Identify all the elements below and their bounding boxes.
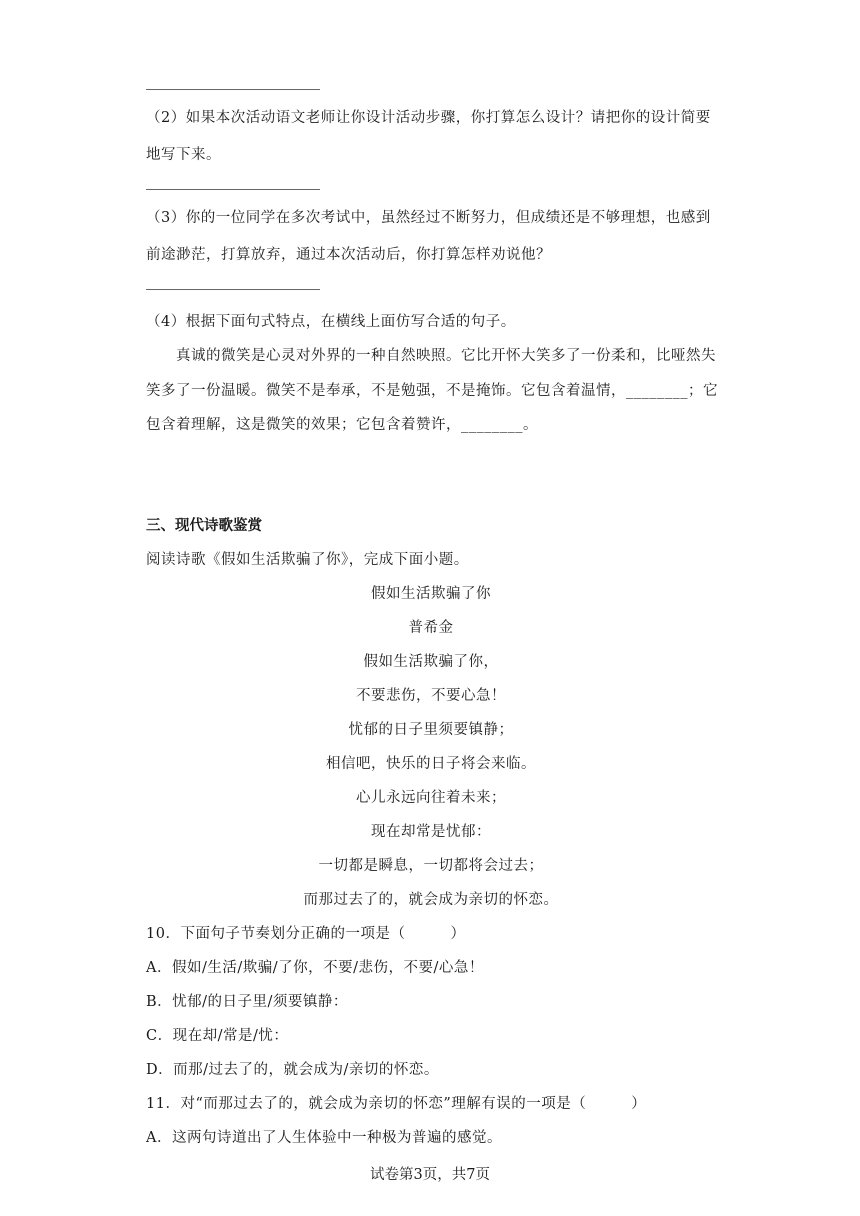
q4-line-1: （4）根据下面句式特点，在横线上面仿写合适的句子。 bbox=[146, 314, 516, 330]
poem-line: 而那过去了的，就会成为亲切的怀恋。 bbox=[303, 892, 559, 908]
poem-line: 忧郁的日子里须要镇静； bbox=[348, 722, 514, 738]
poem-title: 假如生活欺骗了你 bbox=[371, 586, 491, 602]
q11-stem: 11．对“而那过去了的，就会成为亲切的怀恋”理解有误的一项是（ ） bbox=[146, 1096, 647, 1112]
q10-option-d: D．而那/过去了的，就会成为/亲切的怀恋。 bbox=[146, 1062, 439, 1078]
poem-author: 普希金 bbox=[408, 620, 454, 636]
answer-blank-line-3 bbox=[146, 289, 320, 290]
q10-option-c: C．现在却/常是/忧： bbox=[146, 1028, 289, 1044]
poem-line: 相信吧，快乐的日子将会来临。 bbox=[326, 756, 536, 772]
q10-stem: 10．下面句子节奏划分正确的一项是（ ） bbox=[146, 926, 466, 942]
poem-line: 心儿永远向往着未来； bbox=[356, 790, 506, 806]
section-intro: 阅读诗歌《假如生活欺骗了你》，完成下面小题。 bbox=[146, 552, 469, 568]
q4-paragraph-line-2: 笑多了一份温暖。微笑不是奉承，不是勉强，不是掩饰。它包含着温情，________；它 bbox=[146, 383, 718, 399]
q2-line-1: （2）如果本次活动语文老师让你设计活动步骤，你打算怎么设计？请把你的设计简要 bbox=[146, 110, 711, 126]
section-heading: 三、现代诗歌鉴赏 bbox=[146, 518, 262, 534]
q4-paragraph-line-3: 包含着理解，这是微笑的效果；它包含着赞许，________。 bbox=[146, 417, 538, 433]
poem-line: 假如生活欺骗了你， bbox=[363, 654, 499, 670]
poem-line: 现在却常是忧郁： bbox=[371, 824, 491, 840]
answer-blank-line-1 bbox=[146, 89, 320, 90]
q10-option-b: B．忧郁/的日子里/须要镇静： bbox=[146, 994, 348, 1010]
poem-line: 一切都是瞬息，一切都将会过去； bbox=[318, 858, 544, 874]
q3-line-2: 前途渺茫，打算放弃，通过本次活动后，你打算怎样劝说他？ bbox=[146, 247, 551, 263]
q2-line-2: 地写下来。 bbox=[146, 147, 221, 163]
page-footer: 试卷第3页，共7页 bbox=[370, 1167, 490, 1183]
answer-blank-line-2 bbox=[146, 189, 320, 190]
q10-option-a: A．假如/生活/欺骗/了你，不要/悲伤，不要/心急！ bbox=[146, 960, 484, 976]
q11-option-a: A．这两句诗道出了人生体验中一种极为普遍的感觉。 bbox=[146, 1130, 502, 1146]
q4-paragraph-line-1: 真诚的微笑是心灵对外界的一种自然映照。它比开怀大笑多了一份柔和，比哑然失 bbox=[176, 348, 716, 364]
q3-line-1: （3）你的一位同学在多次考试中，虽然经过不断努力，但成绩还是不够理想，也感到 bbox=[146, 210, 711, 226]
poem-line: 不要悲伤，不要心急！ bbox=[356, 688, 506, 704]
